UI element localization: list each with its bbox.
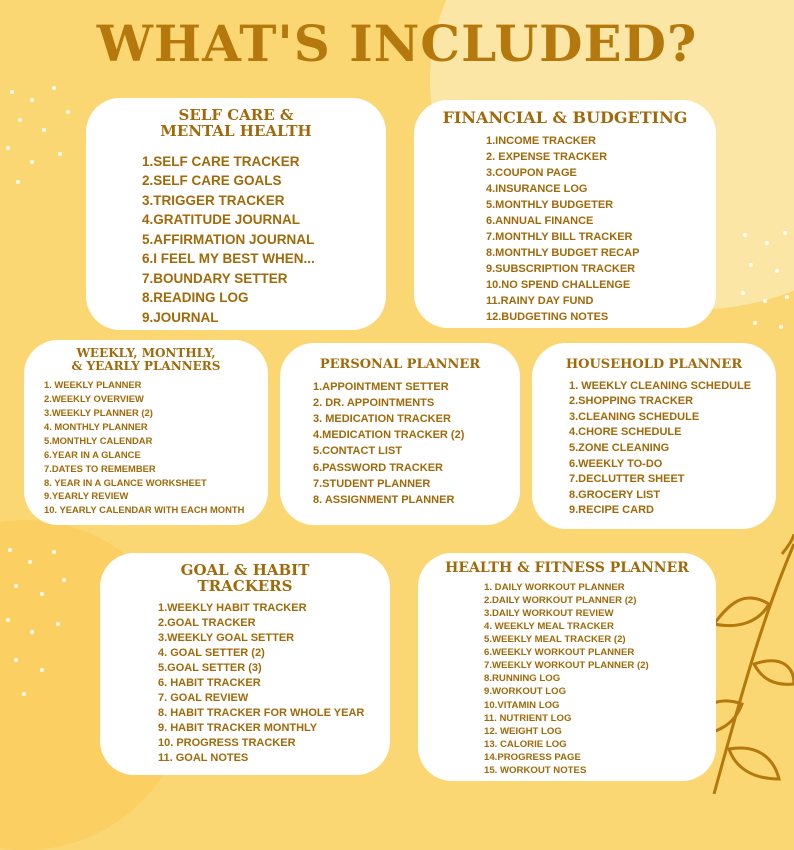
card-title-goal: GOAL & HABIT TRACKERS [180,561,310,595]
list-item: 2.GOAL TRACKER [158,616,256,629]
list-item: 5.ZONE CLEANING [569,442,670,455]
card-financial [414,100,716,328]
list-item: 6.WEEKLY WORKOUT PLANNER [484,647,635,659]
list-item: 5.WEEKLY MEAL TRACKER (2) [484,634,626,646]
list-item: 5.MONTHLY CALENDAR [44,434,153,446]
list-item: 5.AFFIRMATION JOURNAL [142,231,315,247]
list-item: 4.INSURANCE LOG [486,182,588,195]
list-item: 1.INCOME TRACKER [486,134,597,147]
list-item: 10.VITAMIN LOG [484,699,560,711]
list-weekly [44,378,268,517]
list-item: 6.YEAR IN A GLANCE [44,448,141,460]
dots-right [735,225,794,335]
list-item: 5.CONTACT LIST [313,445,403,458]
list-item: 2.SHOPPING TRACKER [569,395,694,408]
list-item: 7.WEEKLY WORKOUT PLANNER (2) [484,660,649,672]
list-item: 3.WEEKLY GOAL SETTER [158,631,295,644]
card-title-personal: PERSONAL PLANNER [319,357,481,372]
card-goal [100,553,390,775]
list-item: 8. HABIT TRACKER FOR WHOLE YEAR [158,707,365,720]
list-item: 3. MEDICATION TRACKER [313,413,451,426]
list-item: 2.SELF CARE GOALS [142,173,282,188]
list-financial [486,133,716,325]
list-item: 5.MONTHLY BUDGETER [486,198,614,211]
list-item: 3.COUPON PAGE [486,166,577,179]
list-item: 1. DAILY WORKOUT PLANNER [484,581,625,593]
list-item: 11. GOAL NOTES [158,752,249,765]
list-item: 3.CLEANING SCHEDULE [569,410,700,423]
list-item: 3.TRIGGER TRACKER [142,192,285,208]
list-item: 3.WEEKLY PLANNER (2) [44,407,153,418]
list-item: 7.STUDENT PLANNER [313,477,431,490]
list-item: 10.NO SPEND CHALLENGE [486,278,631,291]
list-household [569,379,776,519]
list-item: 8.MONTHLY BUDGET RECAP [486,246,640,259]
list-item: 2.WEEKLY OVERVIEW [44,393,144,405]
list-item: 2.DAILY WORKOUT PLANNER (2) [484,594,637,606]
list-item: 12. WEIGHT LOG [484,725,562,737]
list-item: 4. GOAL SETTER (2) [158,646,265,659]
card-self-care [86,98,386,330]
list-item: 6. HABIT TRACKER [158,676,261,689]
card-title-weekly: WEEKLY, MONTHLY, & YEARLY PLANNERS [71,346,221,373]
card-title-household: HOUSEHOLD PLANNER [565,357,743,372]
list-item: 7.BOUNDARY SETTER [142,270,288,286]
list-item: 11. NUTRIENT LOG [484,712,572,724]
list-goal [158,601,390,767]
dots-left-bottom [0,540,80,710]
list-item: 14.PROGRESS PAGE [484,751,581,763]
card-title-financial: FINANCIAL & BUDGETING [442,108,688,127]
list-item: 8.READING LOG [142,290,249,305]
card-household [532,343,776,529]
list-item: 4.GRATITUDE JOURNAL [142,212,301,227]
list-item: 13. CALORIE LOG [484,738,567,750]
page-title: WHAT'S INCLUDED? [96,14,698,73]
list-item: 2. DR. APPOINTMENTS [313,396,435,409]
list-item: 7.MONTHLY BILL TRACKER [486,230,633,243]
list-item: 9. HABIT TRACKER MONTHLY [158,722,318,735]
list-item: 8.GROCERY LIST [569,488,661,501]
list-item: 4.CHORE SCHEDULE [569,426,682,439]
list-item: 15. WORKOUT NOTES [484,765,587,776]
list-item: 1.WEEKLY HABIT TRACKER [158,601,307,614]
list-personal [313,379,520,509]
dots-left-top [0,80,90,200]
card-personal [280,343,520,525]
list-item: 9.JOURNAL [142,309,219,325]
list-item: 1. WEEKLY PLANNER [44,379,142,391]
list-item: 6.I FEEL MY BEST WHEN... [142,251,315,266]
list-item: 12.BUDGETING NOTES [486,310,609,323]
list-item: 9.YEARLY REVIEW [44,490,129,502]
list-item: 1.APPOINTMENT SETTER [313,380,449,393]
list-item: 8. ASSIGNMENT PLANNER [313,494,455,507]
list-item: 9.SUBSCRIPTION TRACKER [486,262,636,275]
list-item: 4. MONTHLY PLANNER [44,420,148,432]
list-item: 8. YEAR IN A GLANCE WORKSHEET [44,476,207,488]
card-health [418,553,716,781]
list-item: 9.WORKOUT LOG [484,686,567,698]
card-title-health: HEALTH & FITNESS PLANNER [445,560,689,576]
list-item: 9.RECIPE CARD [569,504,654,517]
list-item: 3.DAILY WORKOUT REVIEW [484,607,614,619]
list-item: 5.GOAL SETTER (3) [158,661,262,674]
list-item: 4. WEEKLY MEAL TRACKER [484,620,614,632]
list-item: 8.RUNNING LOG [484,673,561,685]
card-title-self-care: SELF CARE & MENTAL HEALTH [160,106,312,140]
list-item: 2. EXPENSE TRACKER [486,150,608,163]
list-item: 11.RAINY DAY FUND [486,294,594,307]
list-health [484,581,716,777]
card-weekly [24,340,268,525]
list-item: 7. GOAL REVIEW [158,692,249,705]
list-item: 10. PROGRESS TRACKER [158,737,296,750]
list-item: 6.PASSWORD TRACKER [313,461,443,474]
list-item: 6.ANNUAL FINANCE [486,214,594,227]
list-item: 7.DECLUTTER SHEET [569,473,685,486]
list-item: 10. YEARLY CALENDAR WITH EACH MONTH [44,504,245,516]
list-item: 7.DATES TO REMEMBER [44,462,156,474]
list-self-care [142,152,386,328]
list-item: 6.WEEKLY TO-DO [569,457,663,470]
list-item: 4.MEDICATION TRACKER (2) [313,429,465,442]
list-item: 1.SELF CARE TRACKER [142,153,300,169]
list-item: 1. WEEKLY CLEANING SCHEDULE [569,379,752,392]
